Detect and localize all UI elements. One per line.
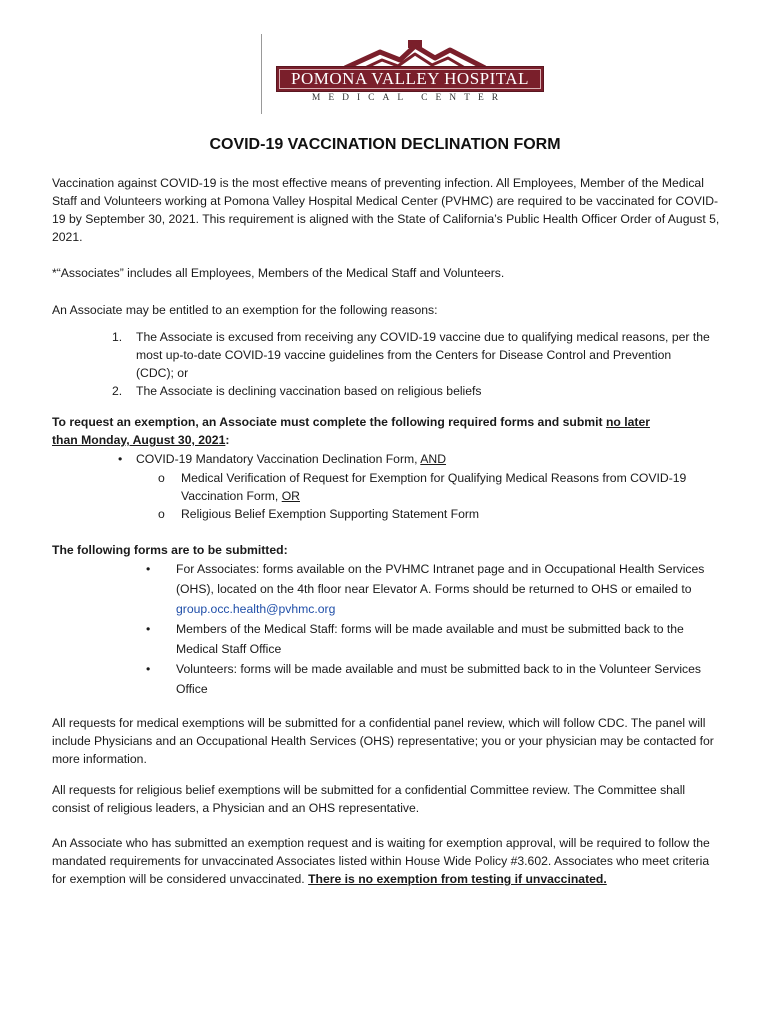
conjunction: OR [281, 489, 300, 503]
list-number: 1. [112, 330, 123, 344]
associates-note: *“Associates” includes all Employees, Members of the Medical Staff and Volunteers. [52, 266, 505, 280]
list-item [112, 328, 712, 382]
email-link[interactable]: group.occ.health@pvhmc.org [176, 602, 336, 616]
deadline-date: than Monday, August 30, 2021 [52, 433, 226, 447]
submission-text: Members of the Medical Staff: forms will be made available and must be submitted back to the Medical Staff Office [176, 622, 684, 656]
testing-notice: There is no exemption from testing if unvaccinated. [308, 872, 607, 886]
request-lead: To request an exemption, an Associate must complete the following required forms and submit [52, 415, 606, 429]
circle-bullet-icon: o [158, 471, 165, 485]
religious-review-paragraph: All requests for religious belief exemptions will be submitted for a confidential Committee review. The Committee shall consist of religious leaders, a Physician and an OHS representative. [52, 783, 686, 815]
submission-heading: The following forms are to be submitted: [52, 543, 288, 557]
reason-text: The Associate is declining vaccination based on religious beliefs [136, 384, 482, 398]
form-title: COVID-19 VACCINATION DECLINATION FORM [209, 136, 561, 153]
form-name: Religious Belief Exemption Supporting Statement Form [181, 507, 480, 521]
list-item [158, 469, 698, 505]
logo-wordmark: POMONA VALLEY HOSPITAL [276, 66, 544, 92]
submission-list [146, 559, 716, 699]
list-item [112, 382, 712, 400]
request-instructions [52, 413, 720, 449]
list-item [146, 659, 716, 699]
final-text: An Associate who has submitted an exemption request and is waiting for exemption approval, will be required to follow the mandated requirements for unvaccinated Associates listed within House Wide Policy #3.602. Associates who meet criteria for exemption will be considered unvaccinated. [52, 836, 710, 886]
bullet-icon: • [146, 562, 151, 576]
submission-text: Volunteers: forms will be made available and must be submitted back to in the Volunteer Services Office [176, 662, 702, 696]
list-item [146, 619, 716, 659]
circle-bullet-icon: o [158, 507, 165, 521]
required-forms-sublist [158, 469, 698, 523]
bullet-icon: • [118, 452, 123, 466]
list-item [146, 559, 716, 619]
list-item [158, 505, 698, 523]
conjunction: AND [420, 452, 447, 466]
logo-divider [261, 34, 262, 114]
bullet-icon: • [146, 622, 151, 636]
form-name: COVID-19 Mandatory Vaccination Declination Form, [136, 452, 421, 466]
submission-text: For Associates: forms available on the PVHMC Intranet page and in Occupational Health Services (OHS), located on the 4th floor near Elevator A. Forms should be returned to OHS or emailed to [176, 562, 705, 596]
form-name: Medical Verification of Request for Exemption for Qualifying Medical Reasons from COVID-19 Vaccination Form, [181, 471, 687, 503]
final-paragraph [52, 834, 720, 888]
exemption-intro: An Associate may be entitled to an exemption for the following reasons: [52, 303, 438, 317]
list-number: 2. [112, 384, 123, 398]
intro-paragraph: Vaccination against COVID-19 is the most effective means of preventing infection. All Employees, Member of the Medical Staff and Volunteers working at Pomona Valley Hospital Medical Center (PVHMC) are required to be vaccinated for COVID-19 by September 30, 2021. This requirement is aligned with the State of California’s Public Health Officer Order of August 5, 2021. [52, 176, 720, 244]
logo-subtitle: MEDICAL CENTER [311, 93, 507, 103]
bullet-icon: • [146, 662, 151, 676]
colon: : [225, 433, 230, 447]
exemption-reasons-list [112, 328, 712, 400]
deadline-text: no later [605, 415, 650, 429]
medical-review-paragraph: All requests for medical exemptions will be submitted for a confidential panel review, which will follow CDC. The panel will include Physicians and an Occupational Health Services (OHS) representative; you or your physician may be contacted for more information. [52, 716, 714, 766]
reason-text: The Associate is excused from receiving any COVID-19 vaccine due to qualifying medical reasons, per the most up-to-date COVID-19 vaccine guidelines from the Centers for Disease Control and Prevention (CDC); or [136, 330, 710, 380]
